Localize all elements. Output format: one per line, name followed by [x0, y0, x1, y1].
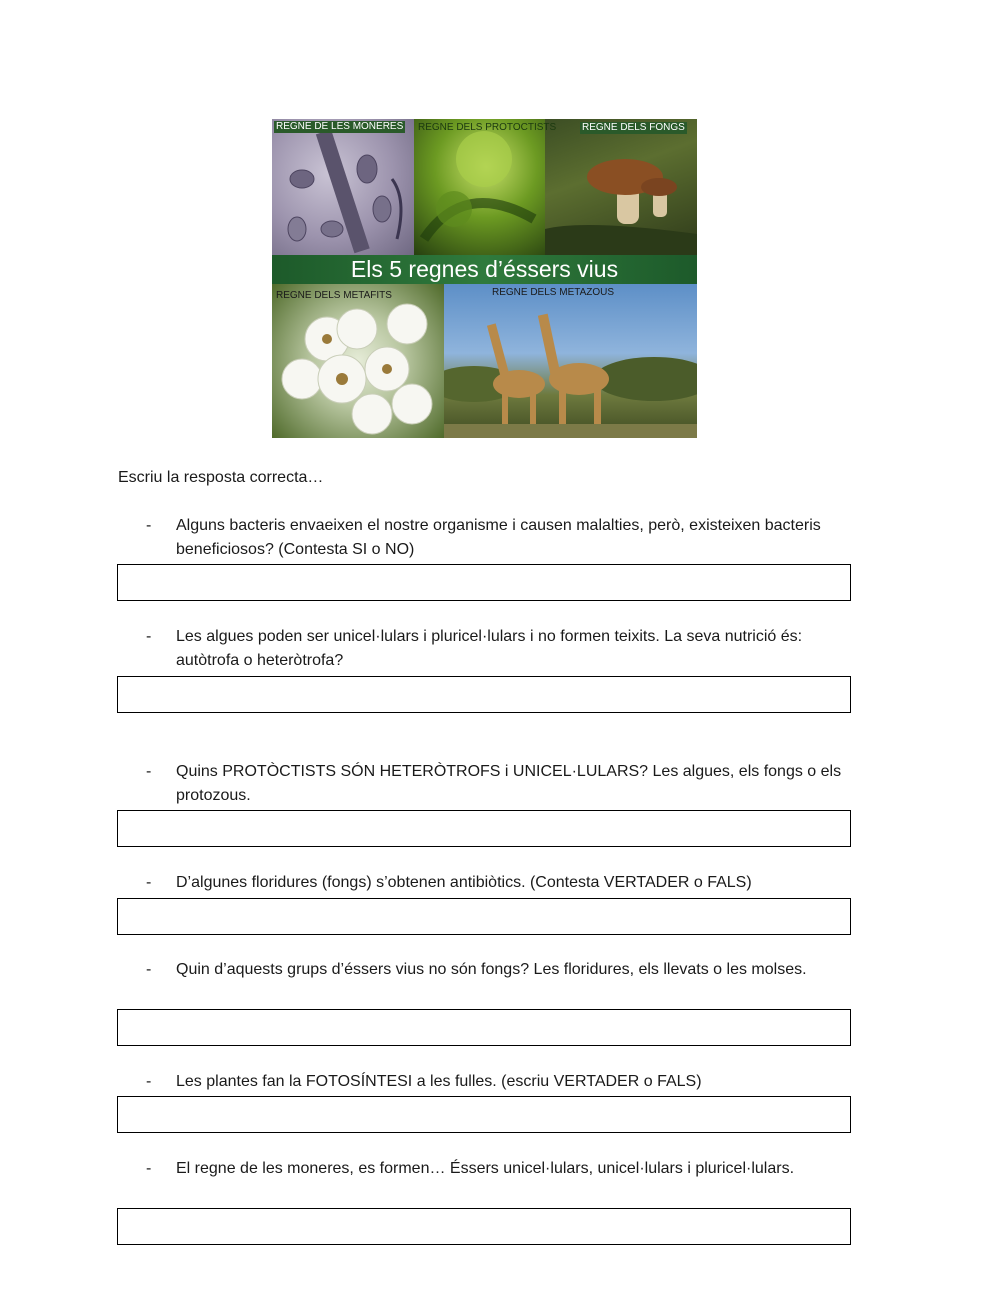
answer-box-6[interactable] [117, 1096, 851, 1133]
label-protoctists: REGNE DELS PROTOCTISTS [418, 122, 557, 133]
fongs-photo [545, 119, 697, 255]
question-text: El regne de les moneres, es formen… Éssers unicel·lulars, unicel·lulars i pluricel·lulars. [176, 1160, 795, 1177]
question-4: - D’algunes floridures (fongs) s’obtenen antibiòtics. (Contesta VERTADER o FALS) [146, 871, 866, 895]
metazous-photo [444, 284, 697, 438]
question-1: - Alguns bacteris envaeixen el nostre organisme i causen malalties, però, existeixen bacteris beneficiosos? (Contesta SI o NO) [146, 514, 866, 562]
question-6: - Les plantes fan la FOTOSÍNTESI a les fulles. (escriu VERTADER o FALS) [146, 1070, 866, 1094]
question-text: D’algunes floridures (fongs) s’obtenen antibiòtics. (Contesta VERTADER o FALS) [176, 874, 752, 891]
question-3: - Quins PROTÒCTISTS SÓN HETERÒTROFS i UNICEL·LULARS? Les algues, els fongs o els protozous. [146, 760, 866, 808]
question-text: Quin d’aquests grups d’éssers vius no són fongs? Les floridures, els llevats o les molses. [176, 961, 807, 978]
question-5: - Quin d’aquests grups d’éssers vius no són fongs? Les floridures, els llevats o les molses. [146, 958, 866, 982]
question-text: Quins PROTÒCTISTS SÓN HETERÒTROFS i UNICEL·LULARS? Les algues, els fongs o els protozous. [176, 763, 842, 804]
five-kingdoms-collage [272, 119, 697, 438]
metafits-photo [272, 284, 444, 438]
label-metazous: REGNE DELS METAZOUS [492, 287, 615, 298]
question-7: - El regne de les moneres, es formen… Éssers unicel·lulars, unicel·lulars i pluricel·lulars. [146, 1157, 866, 1181]
label-fongs: REGNE DELS FONGS [582, 122, 685, 133]
answer-box-7[interactable] [117, 1208, 851, 1245]
answer-box-3[interactable] [117, 810, 851, 847]
question-text: Alguns bacteris envaeixen el nostre organisme i causen malalties, però, existeixen bacteris beneficiosos? (Contesta SI o NO) [176, 517, 821, 558]
answer-box-1[interactable] [117, 564, 851, 601]
answer-box-4[interactable] [117, 898, 851, 935]
answer-box-2[interactable] [117, 676, 851, 713]
label-moneres: REGNE DE LES MONERES [276, 121, 404, 132]
answer-box-5[interactable] [117, 1009, 851, 1046]
protoctists-photo [414, 119, 545, 255]
collage-title: Els 5 regnes d’éssers vius [350, 256, 619, 282]
moneres-photo [272, 119, 414, 255]
question-text: Les algues poden ser unicel·lulars i pluricel·lulars i no formen teixits. La seva nutrició és: autòtrofa o heteròtrofa? [176, 628, 803, 669]
question-text: Les plantes fan la FOTOSÍNTESI a les fulles. (escriu VERTADER o FALS) [176, 1073, 702, 1090]
question-2: - Les algues poden ser unicel·lulars i pluricel·lulars i no formen teixits. La seva nutrició és: autòtrofa o heteròtrofa? [146, 625, 866, 673]
label-metafits: REGNE DELS METAFITS [276, 290, 392, 301]
instruction-text: Escriu la resposta correcta… [118, 469, 324, 486]
